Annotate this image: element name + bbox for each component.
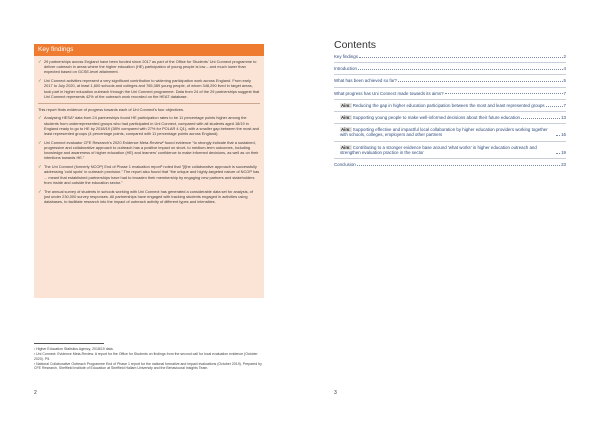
toc-page-number: 19 bbox=[561, 149, 566, 155]
toc-page-number: 7 bbox=[563, 102, 566, 108]
toc-entry[interactable] bbox=[340, 103, 566, 108]
toc-page-number: 13 bbox=[561, 115, 566, 121]
toc-entry-label: Supporting effective and impactful local collaboration by higher education providers working together with schools, colleges, employers and other partners bbox=[340, 127, 548, 138]
key-finding-item bbox=[38, 78, 260, 99]
check-mark-icon: ✓ bbox=[38, 139, 42, 145]
table-of-contents bbox=[334, 54, 566, 167]
toc-page-number: 2 bbox=[563, 54, 566, 59]
toc-separator bbox=[334, 87, 566, 88]
divider bbox=[38, 103, 260, 104]
toc-entry-label: What has been achieved so far? bbox=[334, 78, 397, 84]
key-finding-item bbox=[38, 189, 260, 205]
key-finding-item bbox=[38, 59, 260, 75]
toc-entry-label: Conclusion bbox=[334, 162, 356, 168]
toc-entry-label: Supporting young people to make well-informed decisions about their future education bbox=[352, 115, 520, 121]
toc-entry-text bbox=[334, 66, 357, 71]
toc-separator bbox=[334, 141, 566, 142]
key-findings-box bbox=[34, 44, 264, 298]
footnotes bbox=[34, 347, 266, 371]
check-mark-icon: ✓ bbox=[38, 164, 42, 170]
footnote: ² Uni Connect: Evidence Meta-Review. A report for the Office for Students on findings from the second call for local evaluation evidence (October 2020). P5. bbox=[34, 351, 258, 361]
toc-leader-dots bbox=[556, 153, 560, 154]
page-right bbox=[300, 0, 600, 424]
toc-leader-dots bbox=[556, 135, 560, 136]
toc-leader-dots bbox=[398, 81, 563, 82]
toc-leader-dots bbox=[445, 93, 563, 94]
key-finding-paragraph: This report finds evidence of progress towards each of Uni Connect's four objectives. bbox=[38, 106, 185, 112]
toc-entry-label: Contributing to a stronger evidence base around 'what works' in higher education outreach and strengthen evaluation practice in the sector bbox=[340, 144, 537, 155]
check-mark-icon: ✓ bbox=[38, 59, 42, 64]
toc-entry[interactable] bbox=[334, 78, 566, 83]
aim-tag: Aim: bbox=[341, 127, 351, 133]
key-finding-item bbox=[38, 140, 260, 161]
toc-entry-label: Introduction bbox=[334, 66, 357, 72]
key-finding-item bbox=[38, 164, 260, 185]
aim-tag: Aim: bbox=[341, 115, 351, 121]
key-finding-item bbox=[38, 115, 260, 136]
key-findings-body bbox=[34, 56, 264, 204]
page-number-right: 3 bbox=[334, 390, 337, 396]
toc-separator bbox=[334, 74, 566, 75]
footnote-rule bbox=[34, 343, 104, 344]
toc-page-number: 23 bbox=[561, 162, 566, 168]
key-finding-text: Analysing HESA¹ data from 24 partnerships found HE participation rates to be 11 percentage points higher among the students from underrepresented groups who had participated in Uni Connect, compared with all students aged 18/19 in England ready to go to HE by 2018/19 (38% compared with 27% for POLAR 4 Q1), with a smaller gap between the most and least represented groups (4 percentage points, compared with 11 percentage points across England). bbox=[44, 115, 259, 137]
key-finding-text: Uni Connect evaluator CFE Research's 2020 Evidence Meta-Review² found evidence "to strongly indicate that a sustained, progressive and collaborative approach to outreach has a positive impact on short- to medium-term outcomes, including knowledge and awareness of higher education (HE) and learners' confidence to make informed decisions, as well as on their intentions towards HE." bbox=[44, 139, 259, 161]
key-finding-text: The Uni Connect (formerly NCOP) End of Phase 1 evaluation report³ noted that "[t]he collaborative approach is successfully addressing 'cold spots' in outreach provision." The report also found that "the unique and highly-targeted nature of NCOP has ... meant that established partnerships have had to broaden their membership by engaging new partners and stakeholders from inside and outside the education sector." bbox=[44, 164, 260, 185]
toc-entry-text bbox=[340, 127, 555, 137]
toc-entry[interactable] bbox=[340, 115, 566, 120]
key-finding-text: The annual survey of students in schools working with Uni Connect has generated a considerable data set for analysis, of just under 230,000 survey responses. All partnerships have engaged with tracking students engaged in activities using databases, to facilitate research into the impact of outreach activity of different types and intensities. bbox=[44, 188, 253, 205]
toc-page-number: 7 bbox=[563, 90, 566, 96]
toc-separator bbox=[334, 99, 566, 100]
key-finding-text: 29 partnerships across England have been funded since 2017 as part of the Office for Students' Uni Connect programme to deliver outreach in areas where the higher education (HE) participation of young people is low – and much lower than expected based on GCSE-level attainment. bbox=[44, 59, 257, 75]
aim-tag: Aim: bbox=[341, 144, 351, 150]
toc-page-number: 16 bbox=[561, 132, 566, 138]
toc-entry-text bbox=[340, 145, 555, 155]
aim-tag: Aim: bbox=[341, 102, 351, 108]
toc-leader-dots bbox=[358, 69, 563, 70]
check-mark-icon: ✓ bbox=[38, 78, 42, 84]
toc-entry[interactable] bbox=[340, 127, 566, 137]
toc-entry-text bbox=[334, 54, 358, 59]
toc-separator bbox=[334, 158, 566, 159]
toc-separator bbox=[334, 123, 566, 124]
toc-entry-text bbox=[340, 103, 545, 108]
footnote: ¹ Higher Education Statistics Agency, 2018/19 data. bbox=[34, 347, 114, 351]
toc-page-number: 4 bbox=[563, 66, 566, 72]
toc-entry[interactable] bbox=[334, 66, 566, 71]
toc-separator bbox=[334, 111, 566, 112]
toc-entry[interactable] bbox=[334, 162, 566, 167]
toc-entry-label: Reducing the gap in higher education participation between the most and least represented groups bbox=[352, 102, 545, 108]
toc-leader-dots bbox=[546, 106, 563, 107]
toc-entry[interactable] bbox=[340, 145, 566, 155]
check-mark-icon: ✓ bbox=[38, 115, 42, 121]
toc-entry-text bbox=[334, 78, 397, 83]
toc-entry[interactable] bbox=[334, 54, 566, 59]
key-finding-text: Uni Connect activities represent a very significant contribution to widening participation work across England. From early 2017 to July 2020, at least 1,600 schools and colleges and 765,389 young people, of whom 348,290 lived in target areas, took part in higher education outreach through the Uni Connect programme. Data from 24 of the 29 partnerships suggest that Uni Connect represents 42% of the outreach work recorded on the HEAT database. bbox=[44, 78, 260, 99]
toc-leader-dots bbox=[359, 57, 563, 58]
toc-entry-text bbox=[334, 91, 444, 96]
toc-leader-dots bbox=[521, 118, 560, 119]
toc-entry-text bbox=[334, 162, 356, 167]
key-findings-title: Key findings bbox=[34, 44, 264, 56]
page-number-left: 2 bbox=[34, 390, 37, 396]
toc-entry-text bbox=[340, 115, 520, 120]
contents-title: Contents bbox=[334, 39, 377, 51]
toc-leader-dots bbox=[357, 165, 560, 166]
footnote: ³ National Collaborative Outreach Programme End of Phase 1 report for the national formative and impact evaluations (October 2019). Prepared by CFE Research, Sheffield Institute of Education at Sheffield Hallam University and the Behavioural Insights Team. bbox=[34, 361, 262, 371]
toc-entry-label: Key findings bbox=[334, 54, 358, 59]
toc-separator bbox=[334, 62, 566, 63]
toc-entry[interactable] bbox=[334, 91, 566, 96]
toc-entry-label: What progress has Uni Connect made towards its aims? bbox=[334, 90, 444, 96]
check-mark-icon: ✓ bbox=[38, 188, 42, 194]
toc-page-number: 5 bbox=[563, 78, 566, 84]
